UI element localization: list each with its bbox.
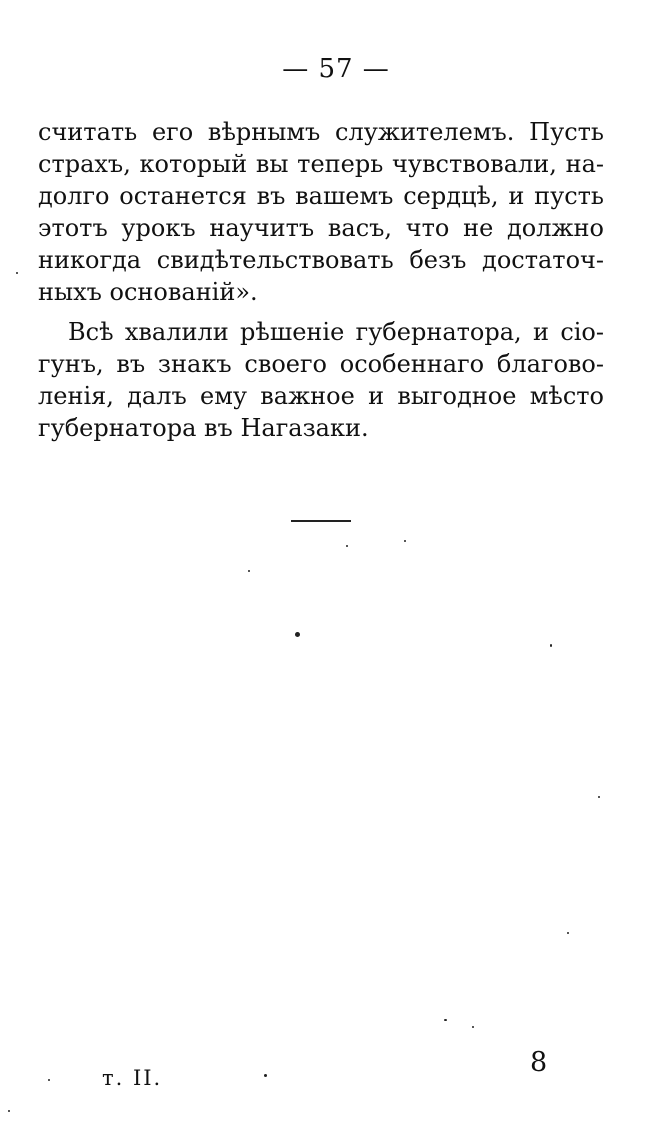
text-line: считать его вѣрнымъ служителемъ. Пусть	[38, 118, 604, 146]
paper-speck	[598, 796, 600, 798]
paragraph-2	[38, 316, 604, 444]
paper-speck	[295, 632, 300, 637]
paper-speck	[8, 1110, 10, 1112]
text-line: гунъ, въ знакъ своего особеннаго благово-	[38, 350, 604, 378]
text-line: страхъ, который вы теперь чувствовали, на-	[38, 150, 604, 178]
paragraph-1	[38, 116, 604, 308]
end-rule	[291, 520, 351, 522]
paper-speck	[444, 1019, 447, 1021]
text-line: Всѣ хвалили рѣшеніе губернатора, и сіо-	[68, 318, 604, 346]
body-text	[38, 116, 604, 444]
text-line: никогда свидѣтельствовать безъ достаточ-	[38, 246, 604, 274]
signature-mark: т. II.	[102, 1066, 163, 1090]
paper-speck	[404, 540, 406, 542]
paper-speck	[550, 644, 552, 647]
text-line: губернатора въ Нагазаки.	[38, 414, 369, 442]
text-line: ныхъ основаній».	[38, 278, 258, 306]
paper-speck	[16, 272, 18, 274]
paper-speck	[248, 570, 250, 572]
page-number: — 57 —	[282, 54, 390, 84]
paper-speck	[346, 545, 348, 547]
text-line: этотъ урокъ научитъ васъ, что не должно	[38, 214, 604, 242]
paper-speck	[472, 1026, 474, 1028]
text-line: ленія, далъ ему важное и выгодное мѣсто	[38, 382, 604, 410]
paper-speck	[567, 932, 569, 934]
text-line: долго останется въ вашемъ сердцѣ, и пусть	[38, 182, 604, 210]
sheet-number: 8	[530, 1047, 548, 1078]
paper-speck	[264, 1074, 267, 1077]
paper-speck	[48, 1079, 50, 1081]
